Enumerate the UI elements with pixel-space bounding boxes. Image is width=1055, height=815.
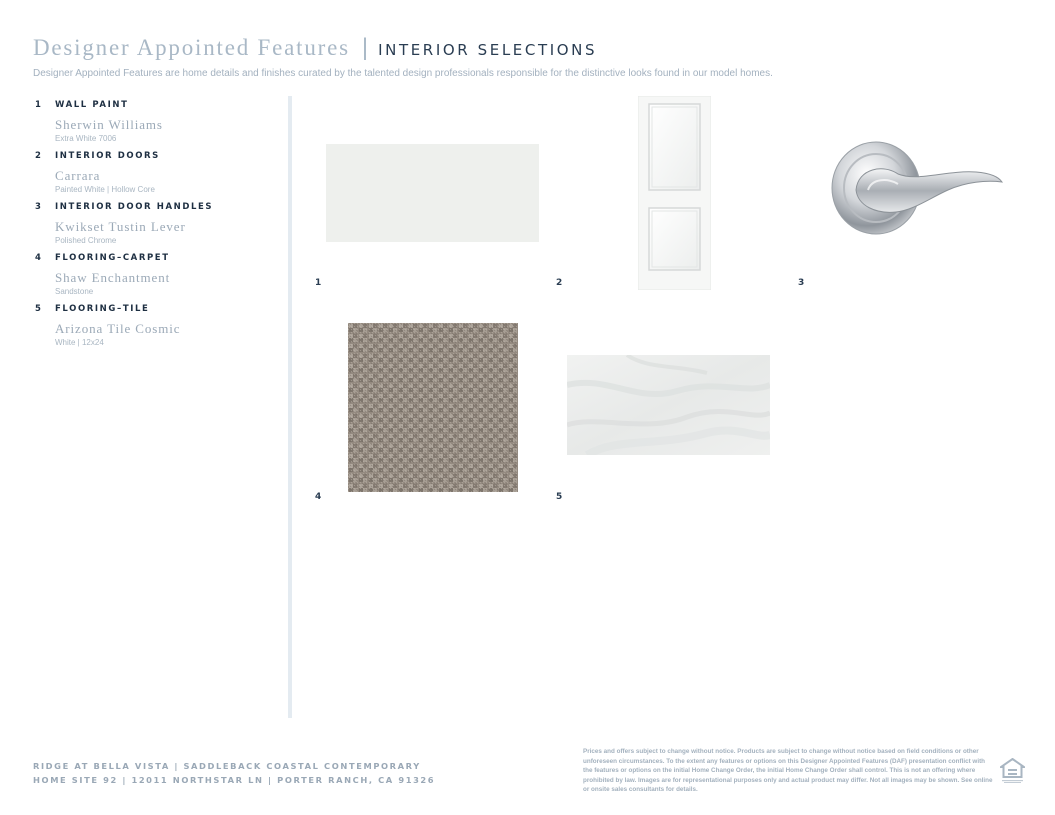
selection-number: 5 [35, 304, 41, 314]
page-title: Designer Appointed Features [33, 35, 350, 60]
page-header [33, 34, 1033, 79]
selection-category: FLOORING–CARPET [55, 253, 170, 263]
selection-flooring-carpet [35, 252, 280, 303]
selection-product-name: Kwikset Tustin Lever [55, 219, 186, 234]
selection-flooring-tile [35, 303, 280, 354]
selection-number: 4 [35, 253, 41, 263]
interior-door-image [638, 96, 711, 290]
equal-housing-opportunity-icon [1000, 758, 1025, 784]
selection-number: 1 [35, 100, 41, 110]
door-lever-image [826, 138, 1006, 238]
swatch-number-3: 3 [798, 278, 805, 288]
title-row [33, 34, 1033, 62]
selection-interior-doors [35, 150, 280, 201]
selection-category: FLOORING–TILE [55, 304, 150, 314]
selection-list [35, 99, 280, 354]
wall-paint-swatch [326, 144, 539, 242]
selection-product-name: Shaw Enchantment [55, 270, 171, 285]
selection-interior-door-handles [35, 201, 280, 252]
community-footer [33, 759, 435, 787]
selection-product-detail: Painted White | Hollow Core [55, 185, 155, 194]
selection-product-detail: White | 12x24 [55, 338, 104, 347]
selection-wall-paint [35, 99, 280, 150]
selection-category: INTERIOR DOOR HANDLES [55, 202, 214, 212]
selection-number: 2 [35, 151, 41, 161]
selection-product-name: Sherwin Williams [55, 117, 163, 132]
carpet-swatch-image [348, 323, 518, 492]
selection-product-name: Arizona Tile Cosmic [55, 321, 181, 336]
swatch-number-5: 5 [556, 492, 563, 502]
legal-disclaimer: Prices and offers subject to change without notice. Products are subject to change without notice based on field conditions or other unforeseen circumstances. To the extent any features or options on this Designer Appointed Features (DAF) presentation conflict with the features or options on the initial Home Change Order, the initial Home Change Order shall control. This is not an offering where prohibited by law. Images are for representational purposes only and actual product may differ. Not all images may be shown. See online or onsite sales consultants for details. [583, 748, 993, 793]
swatch-number-1: 1 [315, 278, 322, 288]
community-name: RIDGE AT BELLA VISTA | SADDLEBACK COASTAL CONTEMPORARY [33, 761, 421, 771]
vertical-divider [288, 96, 292, 718]
selection-product-detail: Sandstone [55, 287, 94, 296]
section-title: INTERIOR SELECTIONS [378, 41, 598, 59]
selection-category: INTERIOR DOORS [55, 151, 160, 161]
selection-category: WALL PAINT [55, 100, 129, 110]
selection-product-name: Carrara [55, 168, 101, 183]
selection-product-detail: Extra White 7006 [55, 134, 117, 143]
tile-swatch-image [567, 355, 770, 455]
selection-product-detail: Polished Chrome [55, 236, 117, 245]
page-subtitle: Designer Appointed Features are home details and finishes curated by the talented design professionals responsible for the distinctive looks found in our model homes. [33, 68, 773, 79]
swatch-number-2: 2 [556, 278, 563, 288]
swatch-number-4: 4 [315, 492, 322, 502]
selection-number: 3 [35, 202, 41, 212]
home-site-address: HOME SITE 92 | 12011 NORTHSTAR LN | PORTER RANCH, CA 91326 [33, 775, 436, 785]
title-separator: | [361, 34, 369, 61]
